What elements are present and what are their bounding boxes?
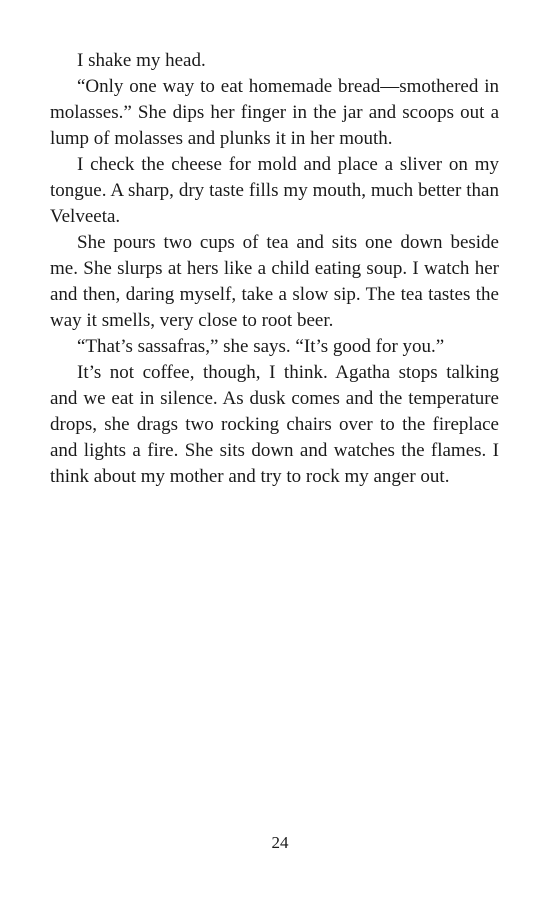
paragraph-6: It’s not coffee, though, I think. Agatha stops talking and we eat in silence. As dusk comes and the temperature drops, she drags two rocking chairs over to the fireplace and lights a fire. She sits down and watches the flames. I think about my mother and try to rock my anger out. [50, 362, 499, 487]
paragraph-5: “That’s sassafras,” she says. “It’s good for you.” [77, 336, 445, 357]
paragraph-1: I shake my head. [77, 50, 206, 71]
paragraph-4: She pours two cups of tea and sits one down beside me. She slurps at hers like a child eating soup. I watch her and then, daring myself, take a slow sip. The tea tastes the way it smells, very close to root beer. [50, 232, 499, 331]
paragraph-3: I check the cheese for mold and place a sliver on my tongue. A sharp, dry taste fills my mouth, much better than Velveeta. [50, 154, 499, 227]
page-number: 24 [271, 833, 289, 852]
paragraph-2: “Only one way to eat homemade bread—smothered in molasses.” She dips her finger in the jar and scoops out a lump of molasses and plunks it in her mouth. [50, 76, 499, 149]
page-body-text [50, 48, 499, 490]
